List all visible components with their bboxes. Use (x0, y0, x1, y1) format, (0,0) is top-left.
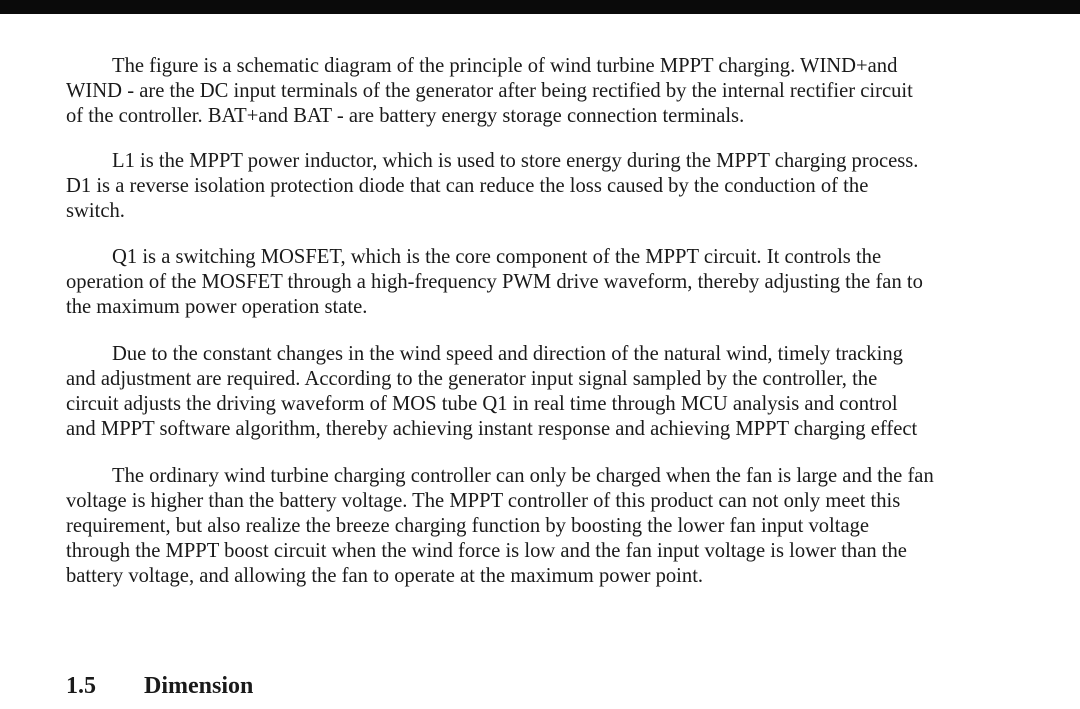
paragraph-tracking: Due to the constant changes in the wind speed and direction of the natural wind, timely tracking and adjustment are required. According to the generator input signal sampled by the controller, the circuit adjusts the driving waveform of MOS tube Q1 in real time through MCU analysis and control and MPPT software algorithm, thereby achieving instant response and achieving MPPT charging effect (66, 343, 918, 440)
paragraph-inductor-diode: L1 is the MPPT power inductor, which is used to store energy during the MPPT charging process. D1 is a reverse isolation protection diode that can reduce the loss caused by the conduction of the switch. (66, 150, 919, 222)
paragraph-mosfet: Q1 is a switching MOSFET, which is the core component of the MPPT circuit. It controls the operation of the MOSFET through a high-frequency PWM drive waveform, thereby adjusting the fan to the maximum power operation state. (66, 246, 923, 318)
section-title: Dimension (144, 673, 254, 699)
section-number: 1.5 (66, 673, 96, 699)
section-heading (66, 670, 253, 702)
top-status-bar (0, 0, 1080, 14)
paragraph-breeze-charging: The ordinary wind turbine charging controller can only be charged when the fan is large and the fan voltage is higher than the battery voltage. The MPPT controller of this product can not only meet this requirement, but also realize the breeze charging function by boosting the lower fan input voltage through the MPPT boost circuit when the wind force is low and the fan input voltage is lower than the battery voltage, and allowing the fan to operate at the maximum power point. (66, 465, 934, 587)
paragraph-circuit-terminals: The figure is a schematic diagram of the principle of wind turbine MPPT charging. WIND+and WIND - are the DC input terminals of the generator after being rectified by the internal rectifier circuit of the controller. BAT+and BAT - are battery energy storage connection terminals. (66, 55, 913, 127)
